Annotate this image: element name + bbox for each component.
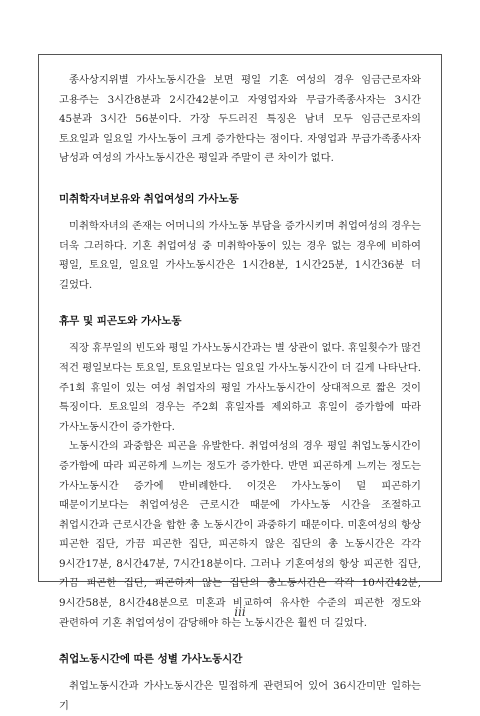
paragraph-fatigue: 노동시간의 과중함은 피곤을 유발한다. 취업여성의 경우 평일 취업노동시간이 증가함에 따라 피곤하게 느끼는 정도가 증가한다. 반면 피곤하게 느끼는 정도는 가사노동시간 증가에 반비례한다. 이것은 가사노동이 덜 피곤하기 때문이기보다는 취업여성은 근로시간 때문에 가사노동 시간을 조절하고 취업시간과 근로시간을 합한 총 노동시간이 과중하기 때문이다. 미혼여성의 항상 피곤한 집단, 가끔 피곤한 집단, 피곤하지 않은 집단의 총 노동시간은 각각 9시간17분, 8시간47분, 7시간18분이다. 그러나 기혼여성의 항상 피곤한 집단, 가끔 피곤한 집단, 피곤하지 않는 집단의 총노동시간은 각각 10시간42분, 9시간58분, 8시간48분으로 미혼과 비교하여 유사한 수준의 피곤한 정도와 관련하여 기혼 취업여성이 감당해야 하는 노동시간은 훨씬 더 길었다. (59, 440, 421, 629)
page-number: iii (234, 605, 246, 619)
section-heading-working-hours: 취업노동시간에 따른 성별 가사노동시간 (59, 653, 243, 666)
section-heading-holidays-fatigue: 휴무 및 피곤도와 가사노동 (59, 315, 182, 328)
paragraph-preschool-children: 미취학자녀의 존재는 어머니의 가사노동 부담을 증가시키며 취업여성의 경우는 더욱 그러하다. 기혼 취업여성 중 미취학아동이 있는 경우 없는 경우에 비하여 평일, 토요일, 일요일 가사노동시간은 1시간8분, 1시간25분, 1시간36분 더 길었다. (59, 219, 421, 291)
paragraph-working-hours: 취업노동시간과 가사노동시간은 밀접하게 관련되어 있어 36시간미만 일하는 기 (59, 680, 421, 712)
paragraph-holidays: 직장 휴무일의 빈도와 평일 가사노동시간과는 별 상관이 없다. 휴일횟수가 많건 적건 평일보다는 토요일, 토요일보다는 일요일 가사노동시간이 더 길게 나타난다. 주1회 휴일이 있는 여성 취업자의 평일 가사노동시간이 상대적으로 짧은 것이 특징이다. 토요일의 경우는 주2회 휴일자를 제외하고 휴일이 증가함에 따라 가사노동시간이 증가한다. (59, 342, 421, 433)
paragraph-employment-status: 종사상지위별 가사노동시간을 보면 평일 기혼 여성의 경우 임금근로자와 고용주는 3시간8분과 2시간42분이고 자영업자와 무급가족종사자는 3시간 45분과 3시간 56분이다. 가장 두드러진 특징은 남녀 모두 임금근로자의 토요일과 일요일 가사노동이 크게 증가한다는 점이다. 자영업과 무급가족종사자 남성과 여성의 가사노동시간은 평일과 주말이 큰 차이가 없다. (59, 74, 421, 165)
section-heading-preschool-children: 미취학자녀보유와 취업여성의 가사노동 (59, 192, 239, 205)
